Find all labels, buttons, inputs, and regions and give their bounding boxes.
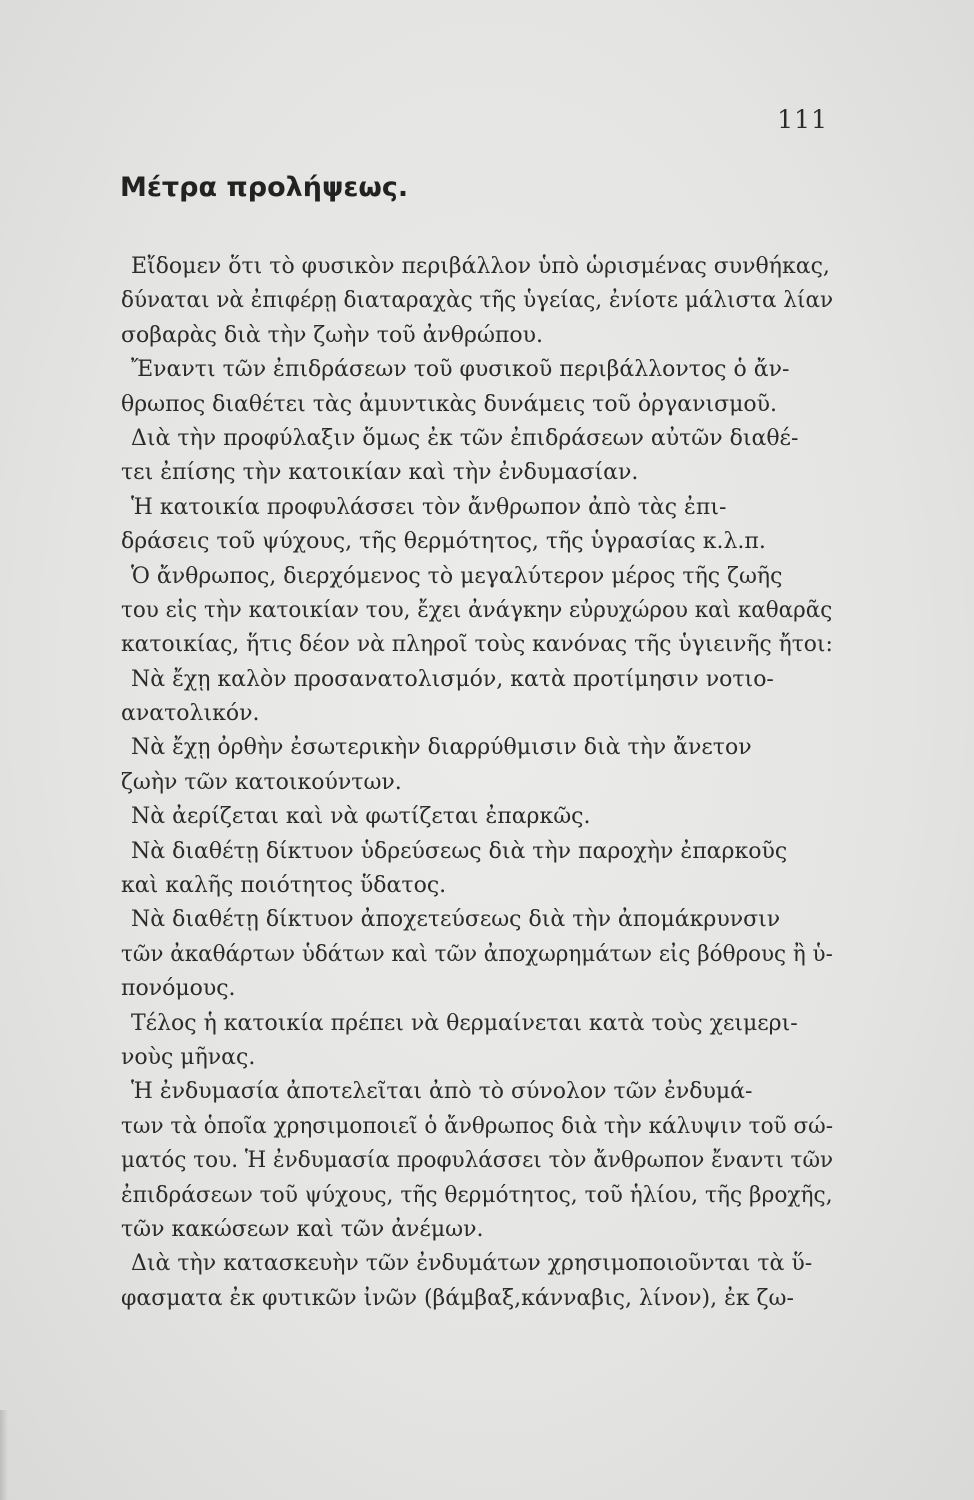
page-number: 111 (777, 105, 828, 134)
text-line: Ὁ ἄνθρωπος, διερχόμενος τὸ μεγαλύτερον μέρος τῆς ζωῆς (131, 563, 783, 589)
text-line: Νὰ ἀερίζεται καὶ νὰ φωτίζεται ἐπαρκῶς. (131, 804, 591, 830)
section-heading: Μέτρα προλήψεως. (120, 172, 409, 203)
text-line: θρωπος διαθέτει τὰς ἀμυντικὰς δυνάμεις τοῦ ὀργανισμοῦ. (121, 391, 778, 417)
text-line: πονόμους. (121, 976, 236, 1002)
body-text (121, 250, 833, 1316)
text-line: Νὰ ἔχῃ καλὸν προσανατολισμόν, κατὰ προτίμησιν νοτιο- (131, 666, 774, 692)
text-line: δράσεις τοῦ ψύχους, τῆς θερμότητος, τῆς ὑγρασίας κ.λ.π. (121, 529, 766, 555)
text-line: τει ἐπίσης τὴν κατοικίαν καὶ τὴν ἐνδυμασίαν. (121, 460, 639, 486)
text-line: Ἔναντι τῶν ἐπιδράσεων τοῦ φυσικοῦ περιβάλλοντος ὁ ἄν- (131, 357, 790, 383)
text-line: ζωὴν τῶν κατοικούντων. (121, 769, 402, 795)
text-line: Νὰ διαθέτῃ δίκτυον ὑδρεύσεως διὰ τὴν παροχὴν ἐπαρκοῦς (131, 838, 788, 864)
page-edge-shadow (0, 1410, 8, 1500)
text-line: ανατολικόν. (121, 701, 260, 727)
text-line: ματός του. Ἡ ἐνδυμασία προφυλάσσει τὸν ἄνθρωπον ἔναντι τῶν (121, 1148, 834, 1174)
text-line: καὶ καλῆς ποιότητος ὕδατος. (121, 873, 447, 899)
text-line: τῶν κακώσεων καὶ τῶν ἀνέμων. (121, 1216, 484, 1242)
text-line: φασματα ἐκ φυτικῶν ἰνῶν (βάμβαξ,κάνναβις, λίνον), ἐκ ζω- (121, 1285, 794, 1311)
text-line: κατοικίας, ἥτις δέον νὰ πληροῖ τοὺς κανόνας τῆς ὑγιεινῆς ἤτοι: (121, 632, 833, 658)
text-line: Νὰ ἔχῃ ὀρθὴν ἐσωτερικὴν διαρρύθμισιν διὰ τὴν ἄνετον (131, 735, 752, 761)
text-line: σοβαρὰς διὰ τὴν ζωὴν τοῦ ἀνθρώπου. (121, 322, 543, 348)
text-line: Ἡ κατοικία προφυλάσσει τὸν ἄνθρωπον ἀπὸ τὰς ἐπι- (131, 494, 727, 520)
text-line: Εἴδομεν ὅτι τὸ φυσικὸν περιβάλλον ὑπὸ ὡρισμένας συνθήκας, (131, 254, 830, 279)
text-line: τῶν ἀκαθάρτων ὑδάτων καὶ τῶν ἀποχωρημάτων εἰς βόθρους ἢ ὑ- (121, 941, 833, 967)
text-line: ἐπιδράσεων τοῦ ψύχους, τῆς θερμότητος, τοῦ ἡλίου, τῆς βροχῆς, (121, 1182, 833, 1208)
text-line: Τέλος ἡ κατοικία πρέπει νὰ θερμαίνεται κατὰ τοὺς χειμερι- (131, 1010, 798, 1036)
text-line: Ἡ ἐνδυμασία ἀποτελεῖται ἀπὸ τὸ σύνολον τῶν ἐνδυμά- (131, 1079, 753, 1105)
text-line: Νὰ διαθέτῃ δίκτυον ἀποχετεύσεως διὰ τὴν ἀπομάκρυνσιν (131, 907, 781, 933)
text-line: των τὰ ὁποῖα χρησιμοποιεῖ ὁ ἄνθρωπος διὰ τὴν κάλυψιν τοῦ σώ- (121, 1113, 834, 1139)
text-line: δύναται νὰ ἐπιφέρῃ διαταραχὰς τῆς ὑγείας, ἐνίοτε μάλιστα λίαν (121, 288, 834, 314)
text-line: του εἰς τὴν κατοικίαν του, ἔχει ἀνάγκην εὐρυχώρου καὶ καθαρᾶς (121, 597, 833, 623)
text-line: νοὺς μῆνας. (121, 1044, 256, 1070)
text-line: Διὰ τὴν κατασκευὴν τῶν ἐνδυμάτων χρησιμοποιοῦνται τὰ ὕ- (131, 1251, 813, 1277)
text-line: Διὰ τὴν προφύλαξιν ὅμως ἐκ τῶν ἐπιδράσεων αὐτῶν διαθέ- (131, 425, 799, 451)
